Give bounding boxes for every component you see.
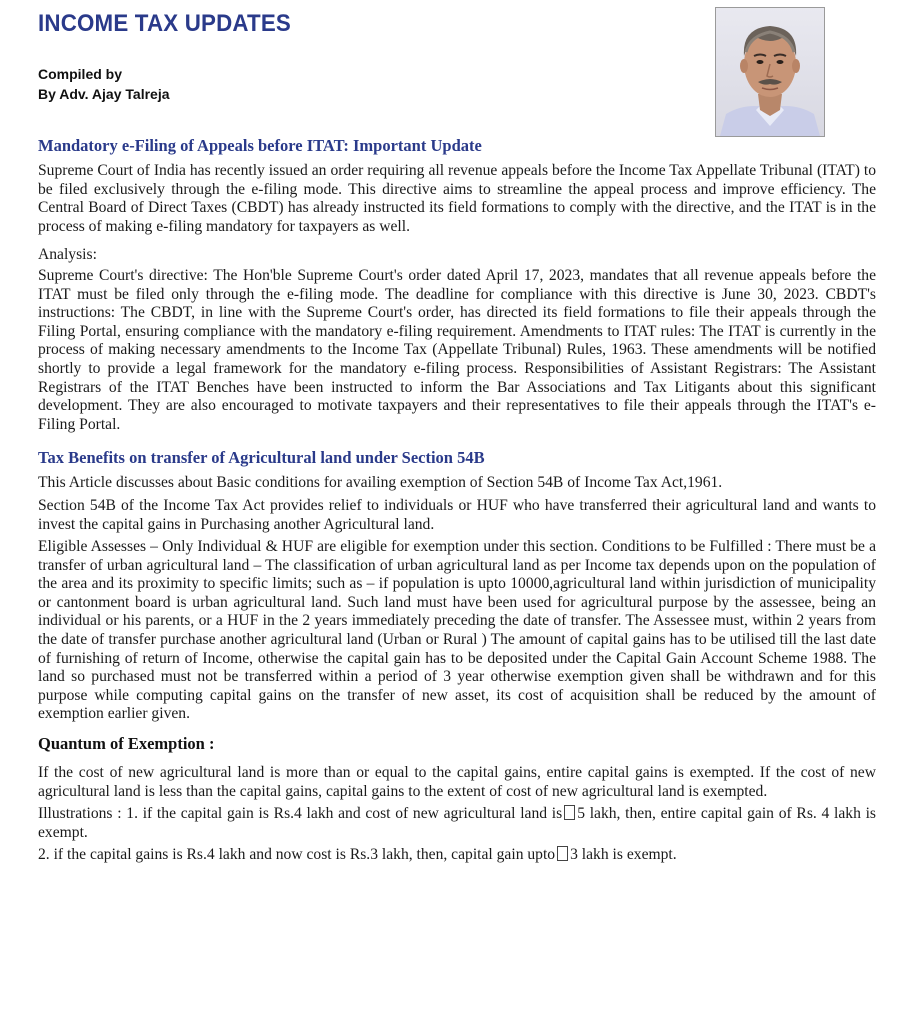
- missing-glyph-icon: [557, 846, 568, 861]
- page-title: INCOME TAX UPDATES: [38, 10, 292, 37]
- 54b-paragraph-1: This Article discusses about Basic conditions for availing exemption of Section 54B of Income Tax Act,1961.: [38, 474, 723, 492]
- illustration-2: [38, 846, 876, 865]
- 54b-paragraph-3: Eligible Assesses – Only Individual & HUF are eligible for exemption under this section. Conditions to be Fulfilled : There must be a transfer of urban agricultural land – The classification of urban agricultural land as per Income tax depends upon on the population of the area and its proximity to specific limits; such as – if population is upto 10000,agricultural land within jurisdiction of municipality or cantonment board is urban agricultural land. Such land must have been used for agricultural purpose by the assessee, being an individual or his parents, or a HUF in the 2 years immediately preceding the date of transfer. The Assessee must, within 2 years from the date of transfer purchase another agricultural land (Urban or Rural ) The amount of capital gains has to be utilised till the last date of furnishing of return of Income, otherwise the capital gain has to be deposited under the Capital Gain Account Scheme 1988. The land so purchased must not be transferred within a period of 3 year otherwise exemption given shall be withdrawn and for this purpose while computing capital gains on the transfer of new asset, its cost of acquisition shall be reduced by the amount of exemption earlier given.: [38, 538, 876, 723]
- illustration-1: [38, 805, 876, 842]
- section-heading-54b: Tax Benefits on transfer of Agricultural land under Section 54B: [38, 448, 485, 468]
- illustration-2-text-b: 3 lakh is exempt.: [570, 846, 677, 864]
- section-heading-quantum: Quantum of Exemption :: [38, 734, 215, 754]
- illustration-1-text-b: 5 lakh, then, entire capital gain of Rs. 4 lakh is exempt.: [38, 805, 876, 841]
- analysis-paragraph: Supreme Court's directive: The Hon'ble Supreme Court's order dated April 17, 2023, mandates that all revenue appeals before the ITAT must be filed only through the e-filing mode. The deadline for compliance with this directive is June 30, 2023. CBDT's instructions: The CBDT, in line with the Supreme Court's order, has directed its field formations to file their appeals through the Filing Portal, ensuring compliance with the mandatory e-filing requirement. Amendments to ITAT rules: The ITAT is currently in the process of making necessary amendments to the Income Tax (Appellate Tribunal) Rules, 1963. These amendments will be notified shortly to provide a legal framework for the mandatory e-filing process. Responsibilities of Assistant Registrars: The Assistant Registrars of the ITAT Benches have been instructed to inform the Bar Associations and Tax Litigants about this significant development. They are also encouraged to motivate taxpayers and their representatives to file their appeals through the ITAT's e-Filing Portal.: [38, 266, 876, 433]
- byline: [38, 64, 170, 104]
- author-portrait-image: [716, 8, 824, 136]
- illustration-1-text-a: Illustrations : 1. if the capital gain is Rs.4 lakh and cost of new agricultural land is: [38, 805, 563, 823]
- missing-glyph-icon: [564, 805, 575, 820]
- author-photo: [715, 7, 825, 137]
- 54b-paragraph-2: Section 54B of the Income Tax Act provides relief to individuals or HUF who have transferred their agricultural land and wants to invest the capital gains in Purchasing another Agricultural land.: [38, 496, 876, 533]
- article-body: [38, 136, 876, 865]
- compiled-by-label: Compiled by: [38, 66, 123, 82]
- analysis-label: Analysis:: [38, 246, 97, 264]
- section-heading-efiling: Mandatory e-Filing of Appeals before ITAT: Important Update: [38, 136, 482, 155]
- efiling-intro-paragraph: Supreme Court of India has recently issued an order requiring all revenue appeals before the Income Tax Appellate Tribunal (ITAT) to be filed exclusively through the e-filing mode. This directive aims to streamline the appeal process and improve efficiency. The Central Board of Direct Taxes (CBDT) has already instructed its field formations to comply with the directive, and the ITAT is in the process of making e-filing mandatory for taxpayers as well.: [38, 162, 876, 235]
- illustration-2-text-a: 2. if the capital gains is Rs.4 lakh and now cost is Rs.3 lakh, then, capital gain upto: [38, 846, 556, 864]
- quantum-paragraph: If the cost of new agricultural land is more than or equal to the capital gains, entire capital gains is exempted. If the cost of new agricultural land is less than the capital gains, capital gains to the extent of cost of new agricultural land is exempted.: [38, 764, 876, 800]
- author-name: By Adv. Ajay Talreja: [38, 86, 170, 102]
